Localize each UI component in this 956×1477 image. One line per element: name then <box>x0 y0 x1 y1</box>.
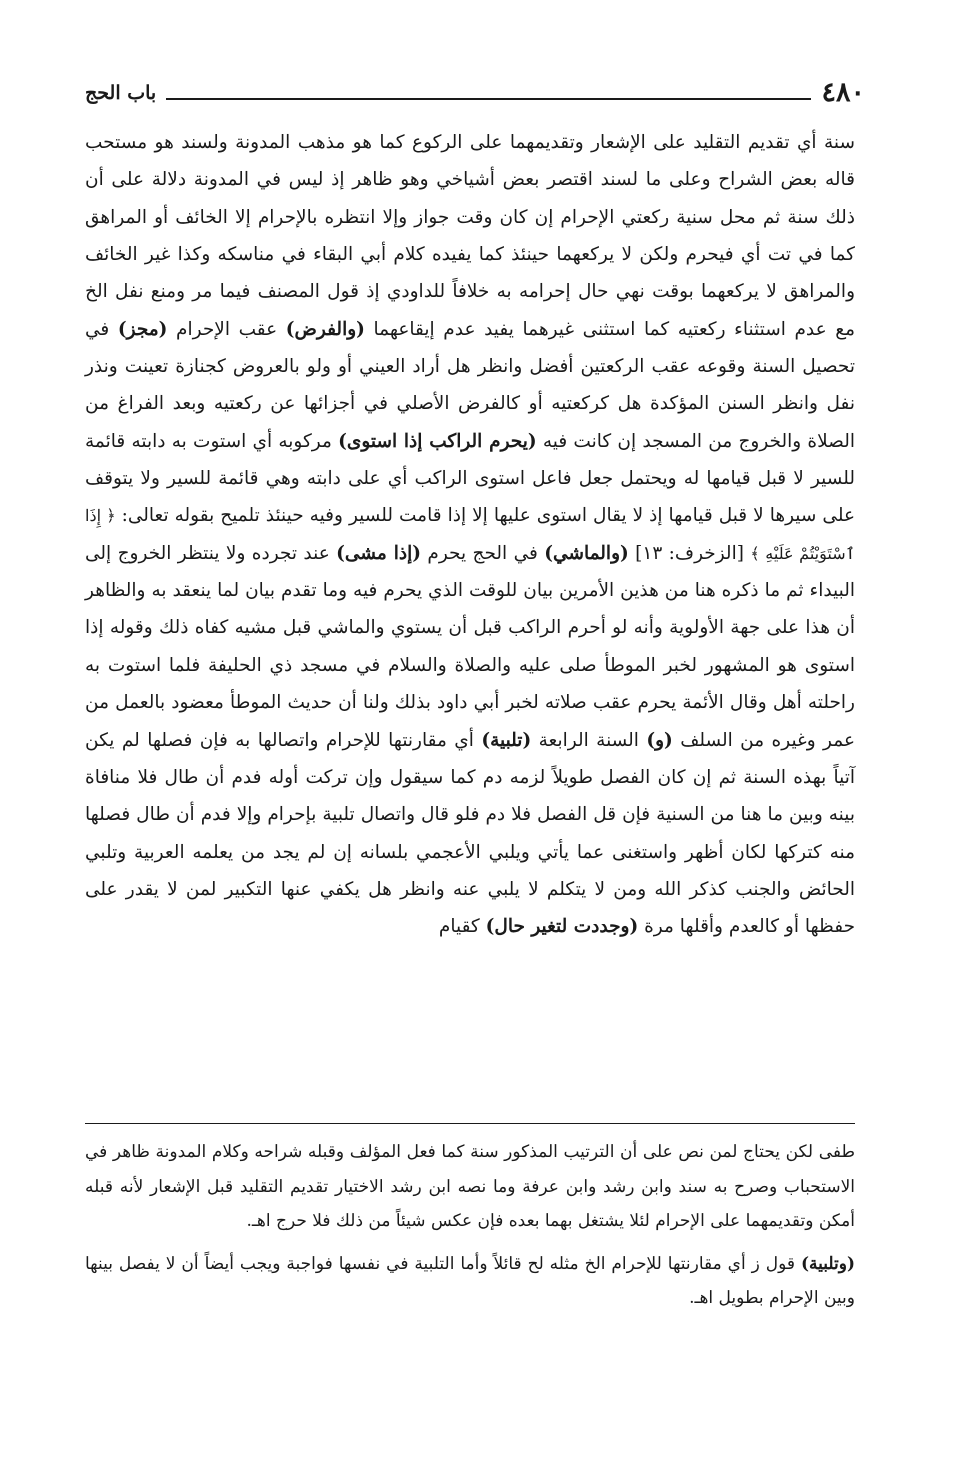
body-paragraph <box>85 124 855 946</box>
section-title: باب الحج <box>85 82 157 104</box>
bold-text-run: (وتلبية) <box>800 1253 855 1274</box>
bold-text-run: (مجز) <box>117 318 168 340</box>
bold-text-run: (و) <box>646 729 673 751</box>
text-run: أي مقارنتها للإحرام واتصالها به فإن فصلها لم يكن آتياً بهذه السنة ثم إن كان الفصل طويلاً لزمه دم كما سيقول وإن تركت أوله فدم أن طال فلا منافاة بينه وبين ما هنا من السنية فإن قل الفصل فلا دم فلو قال واتصال تلبية بإحرام وإلا فدم أن طال فصلها منه كتركها لكان أظهر واستغنى عما يأتي ويلبي الأعجمي بلسانه إن لم يجد من يعلمه العربية وتلبي الحائض والجنب كذكر الله ومن لا يتكلم لا يلبي عنه وانظر هل يكفي عنها التكبير لمن لا يقدر على حفظها أو كالعدم وأقلها مرة <box>85 729 855 938</box>
bold-text-run: (تلبية) <box>481 729 532 751</box>
text-run: [الزخرف: ١٣] <box>628 542 751 564</box>
footnote <box>85 1135 855 1239</box>
bold-text-run: (والفرض) <box>285 318 365 340</box>
page-number: ٤٨٠ <box>821 77 865 108</box>
text-run: السنة الرابعة <box>531 729 647 751</box>
text-run: عقب الإحرام <box>167 318 286 340</box>
bold-text-run: (يحرم الراكب إذا استوى) <box>338 430 537 452</box>
text-run: كقيام <box>438 916 486 938</box>
footnote-separator <box>85 1123 855 1124</box>
text-run: في تحصيل السنة وقوعه عقب الركعتين أفضل وانظر هل أراد العيني أو ولو بالعروض كجنازة تعينت ونذر نفل وانظر السنن المؤكدة هل كركعتيه أو كالفرض الأصلي في أجزائها عن ركعتيه وبعد الفراغ من الصلاة والخروج من المسجد إن كانت فيه <box>85 318 855 452</box>
text-run: مركوبه أي استوت به دابته قائمة للسير لا قبل قيامها له ويحتمل جعل فاعل استوى الراكب أي على دابته وهي قائمة للسير ولا يتوقف على سيرها لا قبل قيامها إذ لا يقال استوى عليها إلا إذا قامت للسير وفيه حينئذ تلميح بقوله تعالى: <box>85 430 855 527</box>
quran-verse: ﴿ إِذَا ٱسْتَوَيْتُمْ عَلَيْهِ ﴾ <box>85 506 855 563</box>
bold-text-run: (وجددت لتغير حال) <box>485 916 639 938</box>
text-run: في الحج يحرم <box>420 542 545 564</box>
text-run: قول ز أي مقارنتها للإحرام الخ مثله لح قائلاً وأما التلبية في نفسها فواجبة ويجب أيضاً أن لا يفصل بينها وبين الإحرام بطويل اهـ. <box>85 1253 855 1308</box>
running-header <box>85 68 865 108</box>
text-run: سنة أي تقديم التقليد على الإشعار وتقديمهما على الركوع كما هو مذهب المدونة ولسند هو مستحب قاله بعض الشراح وعلى ما لسند اقتصر بعض أشياخي وهو ظاهر إذ ليس في المدونة دلالة على أن ذلك سنة ثم محل سنية ركعتي الإحرام إن كان وقت جواز وإلا انتظره بالإحرام إلا الخائف أو المراهق كما في تت أي فيحرم ولكن لا يركعهما حينئذ كما يفيده كلام أبي البقاء في مناسكه وكذا غير الخائف والمراهق لا يركعهما بوقت نهي حال إحرامه به خلافاً للداودي إذ قول المصنف فيما مر ومنع نفل الخ مع عدم استثناء ركعتيه كما استثنى غيرهما يفيد عدم إيقاعهما <box>85 132 855 340</box>
header-rule <box>166 98 811 100</box>
text-run: عند تجرده ولا ينتظر الخروج إلى البيداء ثم ما ذكره هنا من هذين الأمرين بيان للوقت الذي يحرم فيه وما تقدم بيان لما ينعقد به والظاهر أن هذا على جهة الأولوية وأنه لو أحرم الراكب قبل أن يستوي والماشي قبل مشيه كفاه ذلك وقوله إذا استوى هو المشهور لخبر الموطأ صلى عليه والصلاة والسلام في مسجد ذي الحليفة فلما استوت به راحلته أهل وقال الأئمة يحرم عقب صلاته لخبر أبي داود بذلك ولنا أن حديث الموطأ معضود بالعمل من عمر وغيره من السلف <box>85 542 856 751</box>
body-text <box>85 124 855 946</box>
footnote <box>85 1247 855 1316</box>
bold-text-run: (إذا مشى) <box>336 542 421 564</box>
footnotes <box>85 1135 855 1324</box>
bold-text-run: (والماشي) <box>544 542 629 564</box>
text-run: طفى لكن يحتاج لمن نص على أن الترتيب المذكور سنة كما فعل المؤلف وقبله شراحه وكلام المدونة ظاهر في الاستحباب وصرح به سند وابن رشد وابن عرفة وما نصه ابن رشد الاختيار تقديم التقليد قبل الإشعار لأنه قبله أمكن وتقديمهما على الإحرام لئلا يشتغل بهما بعده فإن عكس شيئاً من ذلك فلا حرج اهـ. <box>85 1142 855 1231</box>
